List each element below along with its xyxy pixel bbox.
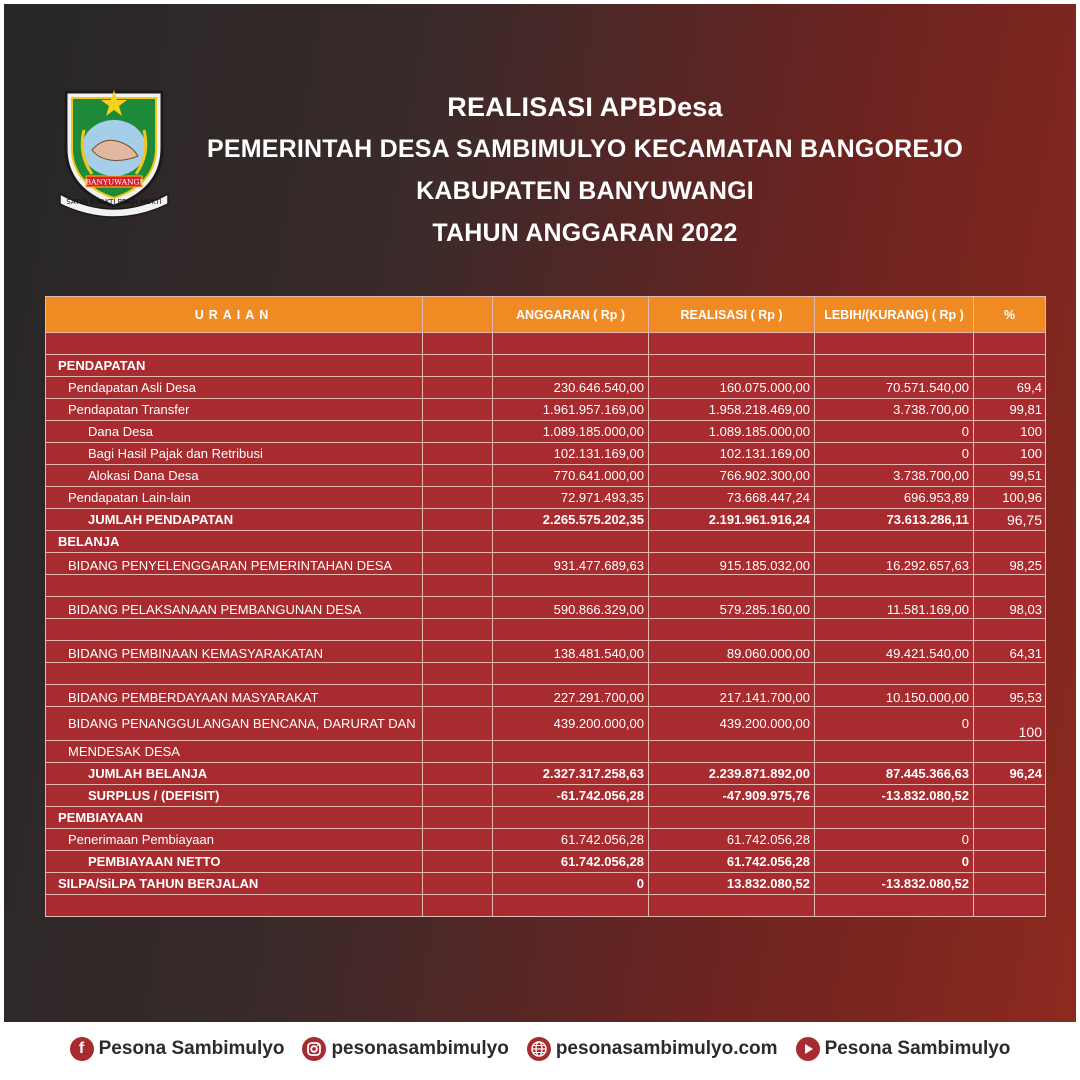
table-row-total [46,851,1046,873]
row-label-continued: MENDESAK DESA [46,741,423,763]
pct-cell: 95,53 [974,685,1046,707]
col-spacer-header [423,297,493,333]
title-year: TAHUN ANGGARAN 2022 [432,219,738,247]
table-row-empty [46,895,1046,917]
table-row [46,829,1046,851]
realisasi-cell: 1.958.218.469,00 [649,399,815,421]
anggaran-cell: 230.646.540,00 [493,377,649,399]
youtube-link[interactable] [796,1037,1011,1061]
section-label: PEMBIAYAAN [46,807,423,829]
table-row-section [46,807,1046,829]
table-row [46,443,1046,465]
row-label: Pendapatan Asli Desa [46,377,423,399]
realisasi-cell: 160.075.000,00 [649,377,815,399]
table-row-empty [46,619,1046,641]
lebih-cell: 0 [815,707,974,741]
row-label: JUMLAH BELANJA [46,763,423,785]
row-label: BIDANG PEMBINAAN KEMASYARAKATAN [46,641,423,663]
anggaran-cell: 72.971.493,35 [493,487,649,509]
anggaran-cell: 439.200.000,00 [493,707,649,741]
row-label: JUMLAH PENDAPATAN [46,509,423,531]
table-row-total [46,873,1046,895]
realisasi-cell: 13.832.080,52 [649,873,815,895]
realisasi-cell: 89.060.000,00 [649,641,815,663]
row-label: BIDANG PENANGGULANGAN BENCANA, DARURAT DAN [46,707,423,741]
pct-cell: 69,4 [974,377,1046,399]
table-row-section [46,355,1046,377]
pct-cell: 64,31 [974,641,1046,663]
lebih-cell: 0 [815,443,974,465]
table-row [46,465,1046,487]
table-row [46,707,1046,741]
anggaran-cell: 2.327.317.258,63 [493,763,649,785]
table-row-section [46,531,1046,553]
table-row [46,399,1046,421]
lebih-cell: 0 [815,851,974,873]
globe-icon [527,1037,551,1061]
realisasi-cell: 61.742.056,28 [649,829,815,851]
lebih-cell: 696.953,89 [815,487,974,509]
col-uraian-header: URAIAN [46,297,423,333]
lebih-cell: 87.445.366,63 [815,763,974,785]
realisasi-cell: 2.191.961.916,24 [649,509,815,531]
row-label: Penerimaan Pembiayaan [46,829,423,851]
row-label: Alokasi Dana Desa [46,465,423,487]
anggaran-cell: 931.477.689,63 [493,553,649,575]
realisasi-cell: 73.668.447,24 [649,487,815,509]
lebih-cell: 49.421.540,00 [815,641,974,663]
anggaran-cell: -61.742.056,28 [493,785,649,807]
realisasi-cell: 439.200.000,00 [649,707,815,741]
table-row [46,553,1046,575]
table-row [46,685,1046,707]
pct-cell: 96,24 [974,763,1046,785]
pct-cell: 99,81 [974,399,1046,421]
realisasi-cell: 102.131.169,00 [649,443,815,465]
pct-cell: 100 [974,707,1046,741]
youtube-label: Pesona Sambimulyo [824,1038,1011,1059]
section-label: PENDAPATAN [46,355,423,377]
row-label: SURPLUS / (DEFISIT) [46,785,423,807]
table-row [46,487,1046,509]
table-row-empty [46,575,1046,597]
row-label: Pendapatan Lain-lain [46,487,423,509]
lebih-cell: 73.613.286,11 [815,509,974,531]
title-block [160,86,1010,254]
anggaran-cell: 227.291.700,00 [493,685,649,707]
table-row [46,597,1046,619]
row-label: SILPA/SiLPA TAHUN BERJALAN [46,873,423,895]
pct-cell: 98,03 [974,597,1046,619]
table-row [46,741,1046,763]
facebook-icon: f [70,1037,94,1061]
anggaran-cell: 2.265.575.202,35 [493,509,649,531]
instagram-icon [302,1037,326,1061]
table-header-row [46,297,1046,333]
lebih-cell: 0 [815,421,974,443]
pct-cell: 100 [974,421,1046,443]
lebih-cell: 70.571.540,00 [815,377,974,399]
anggaran-cell: 770.641.000,00 [493,465,649,487]
lebih-cell: 10.150.000,00 [815,685,974,707]
table-row-total [46,763,1046,785]
lebih-cell: -13.832.080,52 [815,873,974,895]
website-link[interactable] [527,1037,778,1061]
row-label: PEMBIAYAAN NETTO [46,851,423,873]
realisasi-cell: 61.742.056,28 [649,851,815,873]
logo-band-text: BANYUWANGI [85,177,143,187]
anggaran-cell: 1.089.185.000,00 [493,421,649,443]
row-label: Dana Desa [46,421,423,443]
play-icon [796,1037,820,1061]
table-row [46,377,1046,399]
table-row [46,421,1046,443]
anggaran-cell: 61.742.056,28 [493,829,649,851]
facebook-label: Pesona Sambimulyo [98,1038,285,1059]
row-label: Pendapatan Transfer [46,399,423,421]
social-footer [4,1022,1076,1076]
anggaran-cell: 61.742.056,28 [493,851,649,873]
section-label: BELANJA [46,531,423,553]
lebih-cell: 0 [815,829,974,851]
row-label: BIDANG PEMBERDAYAAN MASYARAKAT [46,685,423,707]
anggaran-cell: 590.866.329,00 [493,597,649,619]
pct-cell: 99,51 [974,465,1046,487]
title-regency: KABUPATEN BANYUWANGI [416,177,754,205]
table-row-total [46,509,1046,531]
lebih-cell: -13.832.080,52 [815,785,974,807]
realisasi-cell: 217.141.700,00 [649,685,815,707]
table-row [46,641,1046,663]
col-lebih-header: LEBIH/(KURANG) ( Rp ) [815,297,974,333]
realisasi-cell: -47.909.975,76 [649,785,815,807]
realisasi-cell: 2.239.871.892,00 [649,763,815,785]
col-realisasi-header: REALISASI ( Rp ) [649,297,815,333]
row-label: BIDANG PENYELENGGARAN PEMERINTAHAN DESA [46,553,423,575]
row-label: Bagi Hasil Pajak dan Retribusi [46,443,423,465]
lebih-cell: 16.292.657,63 [815,553,974,575]
pct-cell: 96,75 [974,509,1046,531]
realisasi-cell: 579.285.160,00 [649,597,815,619]
pct-cell: 100 [974,443,1046,465]
col-pct-header: % [974,297,1046,333]
title-government: PEMERINTAH DESA SAMBIMULYO KECAMATAN BANGOREJO [207,135,963,163]
table-row-total [46,785,1046,807]
instagram-link[interactable] [302,1037,508,1061]
logo-motto-text: SATYA BHAKTI PRAJA MUKTI [66,198,162,206]
facebook-link[interactable] [70,1037,285,1061]
table-row-empty [46,663,1046,685]
anggaran-cell: 102.131.169,00 [493,443,649,465]
col-anggaran-header: ANGGARAN ( Rp ) [493,297,649,333]
anggaran-cell: 138.481.540,00 [493,641,649,663]
budget-realization-table [45,296,1046,917]
table-row-empty [46,333,1046,355]
instagram-label: pesonasambimulyo [331,1038,509,1059]
anggaran-cell: 1.961.957.169,00 [493,399,649,421]
realisasi-cell: 915.185.032,00 [649,553,815,575]
pct-cell: 100,96 [974,487,1046,509]
lebih-cell: 3.738.700,00 [815,465,974,487]
website-label: pesonasambimulyo.com [555,1038,778,1059]
row-label: BIDANG PELAKSANAAN PEMBANGUNAN DESA [46,597,423,619]
title-main: REALISASI APBDesa [447,92,723,122]
lebih-cell: 3.738.700,00 [815,399,974,421]
anggaran-cell: 0 [493,873,649,895]
lebih-cell: 11.581.169,00 [815,597,974,619]
realisasi-cell: 1.089.185.000,00 [649,421,815,443]
realisasi-cell: 766.902.300,00 [649,465,815,487]
banyuwangi-emblem [58,78,170,218]
pct-cell: 98,25 [974,553,1046,575]
